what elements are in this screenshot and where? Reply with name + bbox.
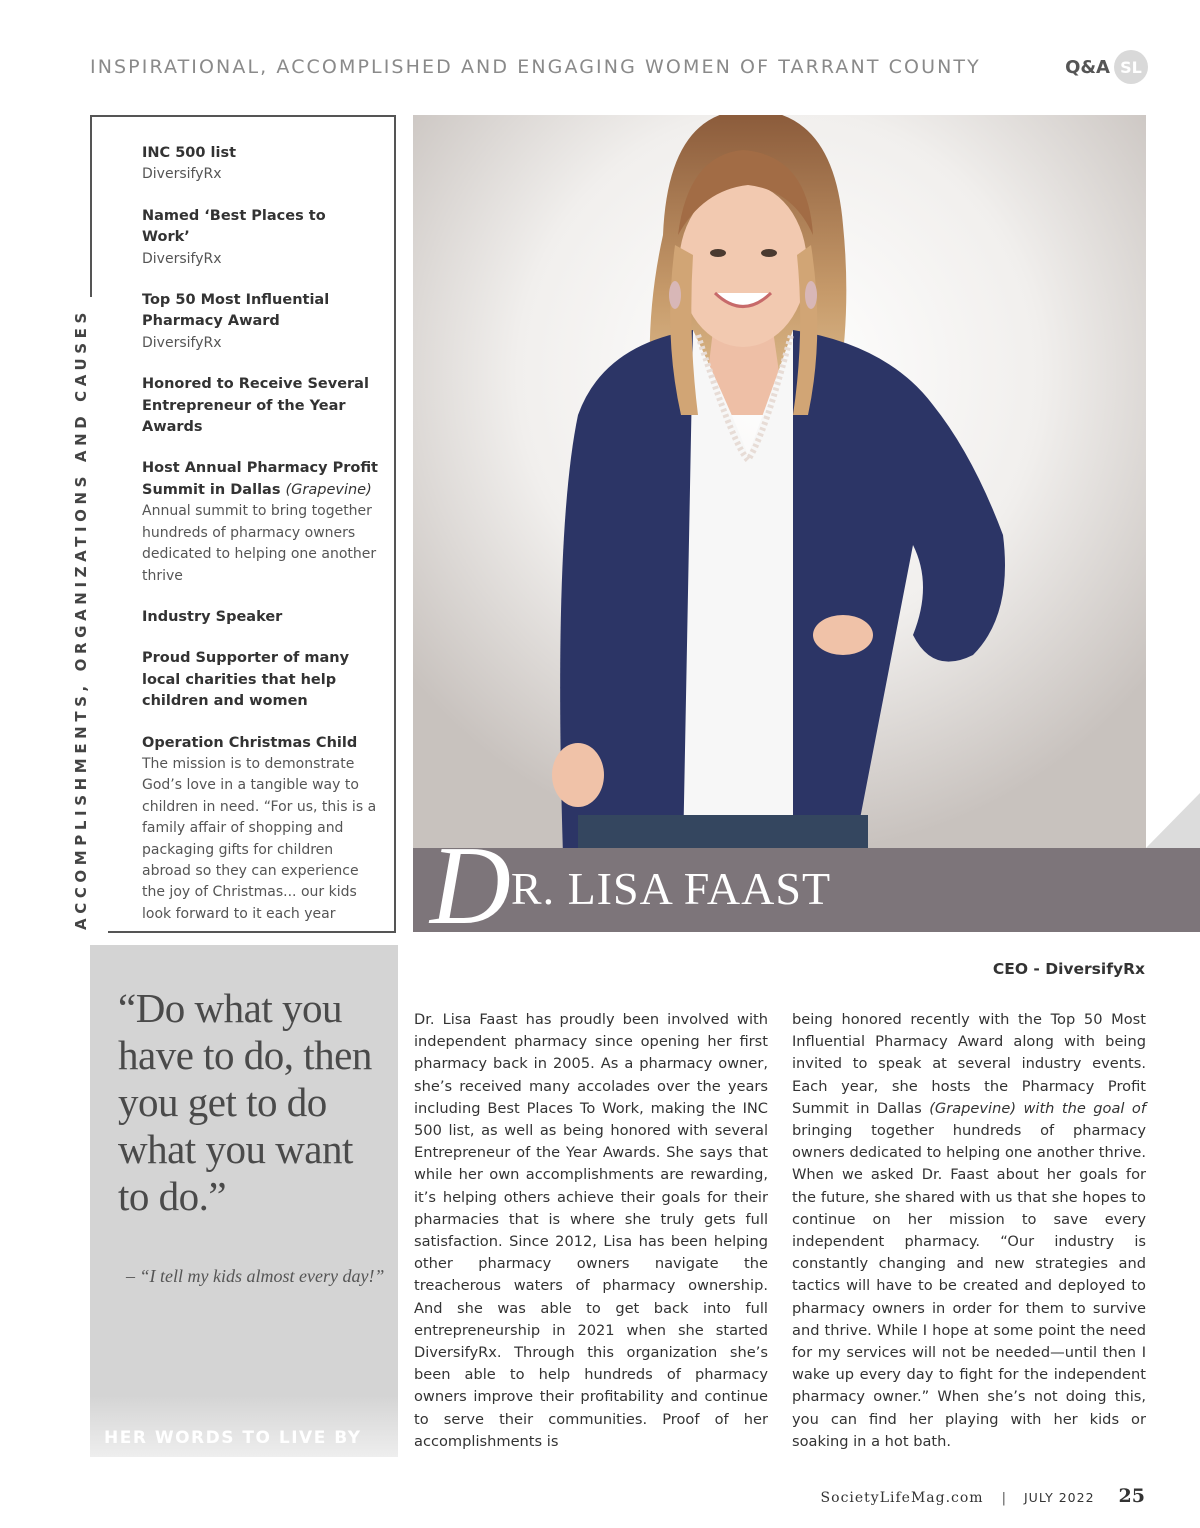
accomplishment-title: Proud Supporter of many local charities that help children and women (142, 650, 350, 710)
magazine-logo-badge: SL (1114, 50, 1148, 84)
accomplishment-title: Named ‘Best Places to Work’ (142, 207, 326, 246)
accomplishment-desc: The mission is to demonstrate God’s love in a tangible way to children in need. “For us, this is a family affair of shopping and packaging gifts for children abroad so they can experience the joy of Christmas... our kids look forward to it each year (142, 755, 377, 922)
page-footer (821, 1485, 1145, 1507)
profile-name (430, 824, 832, 948)
accomplishment-title: Industry Speaker (142, 608, 283, 625)
accomplishment-title: INC 500 list (142, 145, 237, 161)
list-item (142, 143, 378, 186)
accomplishment-title-italic: (Grapevine) (285, 481, 372, 498)
portrait-illustration (413, 115, 1146, 855)
accomplishment-title: Honored to Receive Several Entrepreneur of the Year Awards (142, 376, 369, 436)
footer-issue-date: JULY 2022 (1023, 1490, 1095, 1505)
list-item (142, 290, 378, 354)
portrait-photo (413, 115, 1146, 855)
sidebar-heading: ACCOMPLISHMENTS, ORGANIZATIONS AND CAUSES (72, 308, 90, 930)
list-item (142, 458, 378, 586)
page-header-title: INSPIRATIONAL, ACCOMPLISHED AND ENGAGING WOMEN OF TARRANT COUNTY (90, 56, 981, 78)
section-label: Q&A (1065, 56, 1110, 78)
article-text: being honored recently with the Top 50 Most Influential Pharmacy Award along with being invited to speak at several industry events. Each year, she hosts the Pharmacy Profit Summit in Dallas (792, 1011, 1146, 1117)
pull-quote: “Do what you have to do, then you get to do what you want to do.” (118, 985, 372, 1219)
footer-separator: | (1001, 1491, 1006, 1506)
page-corner-decoration (1146, 793, 1200, 848)
accomplishment-title: Top 50 Most Influential Pharmacy Award (142, 292, 330, 330)
list-item (142, 733, 378, 926)
accomplishment-desc: DiversifyRx (142, 334, 222, 351)
article-column-1: Dr. Lisa Faast has proudly been involved with independent pharmacy since opening her first pharmacy back in 2005. As a pharmacy owner, she’s received many accolades over the years including Best Places To Work, making the INC 500 list, as well as being honored with several Entrepreneur of the Year Awards. She says that while her own accomplishments are rewarding, it’s helping others achieve their goals for their pharmacies that is where she truly gets full satisfaction. Since 2012, Lisa has been helping other pharmacy owners navigate the treacherous waters of pharmacy ownership. And she was able to get back into full entrepreneurship in 2021 when she started DiversifyRx. Through this organization she’s been able to help hundreds of pharmacy owners improve their profitability and continue to serve their communities. Proof of her accomplishments is (414, 1011, 768, 1450)
accomplishment-title: Host Annual Pharmacy Profit Summit in Dallas (142, 460, 378, 498)
list-item (142, 607, 378, 628)
article-text-italic: (Grapevine) with the goal of (929, 1099, 1146, 1117)
accomplishment-desc: DiversifyRx (142, 250, 222, 267)
accomplishment-desc: Annual summit to bring together hundreds of pharmacy owners dedicated to helping one another thrive (142, 503, 377, 584)
list-item (142, 648, 378, 712)
footer-website: SocietyLifeMag.com (820, 1490, 984, 1506)
article-column-2 (792, 1009, 1146, 1453)
accomplishment-title: Operation Christmas Child (142, 734, 358, 751)
accomplishments-list (142, 143, 378, 945)
quote-attribution: – “I tell my kids almost every day!” (126, 1266, 385, 1286)
accomplishment-desc: DiversifyRx (142, 166, 222, 183)
list-item (142, 374, 378, 438)
quote-label: HER WORDS TO LIVE BY (104, 1428, 362, 1448)
name-rest: R. LISA FAAST (510, 863, 832, 914)
name-initial: D (430, 824, 511, 948)
article-text: bringing together hundreds of pharmacy owners dedicated to helping one another thrive. When we asked Dr. Faast about her goals for the future, she shared with us that she hopes to continue on her mission to save every independent pharmacy. “Our industry is constantly changing and new strategies and tactics will have to be created and deployed to pharmacy owners in order for them to survive and thrive. While I hope at some point the need for my services will not be needed—until then I wake up every day to fight for the independent pharmacy owner.” When she’s not doing this, you can find her playing with her kids or soaking in a hot bath. (792, 1122, 1146, 1450)
section-tag (1065, 50, 1148, 84)
page-number: 25 (1118, 1485, 1145, 1507)
profile-role: CEO - DiversifyRx (992, 960, 1145, 978)
list-item (142, 206, 378, 270)
